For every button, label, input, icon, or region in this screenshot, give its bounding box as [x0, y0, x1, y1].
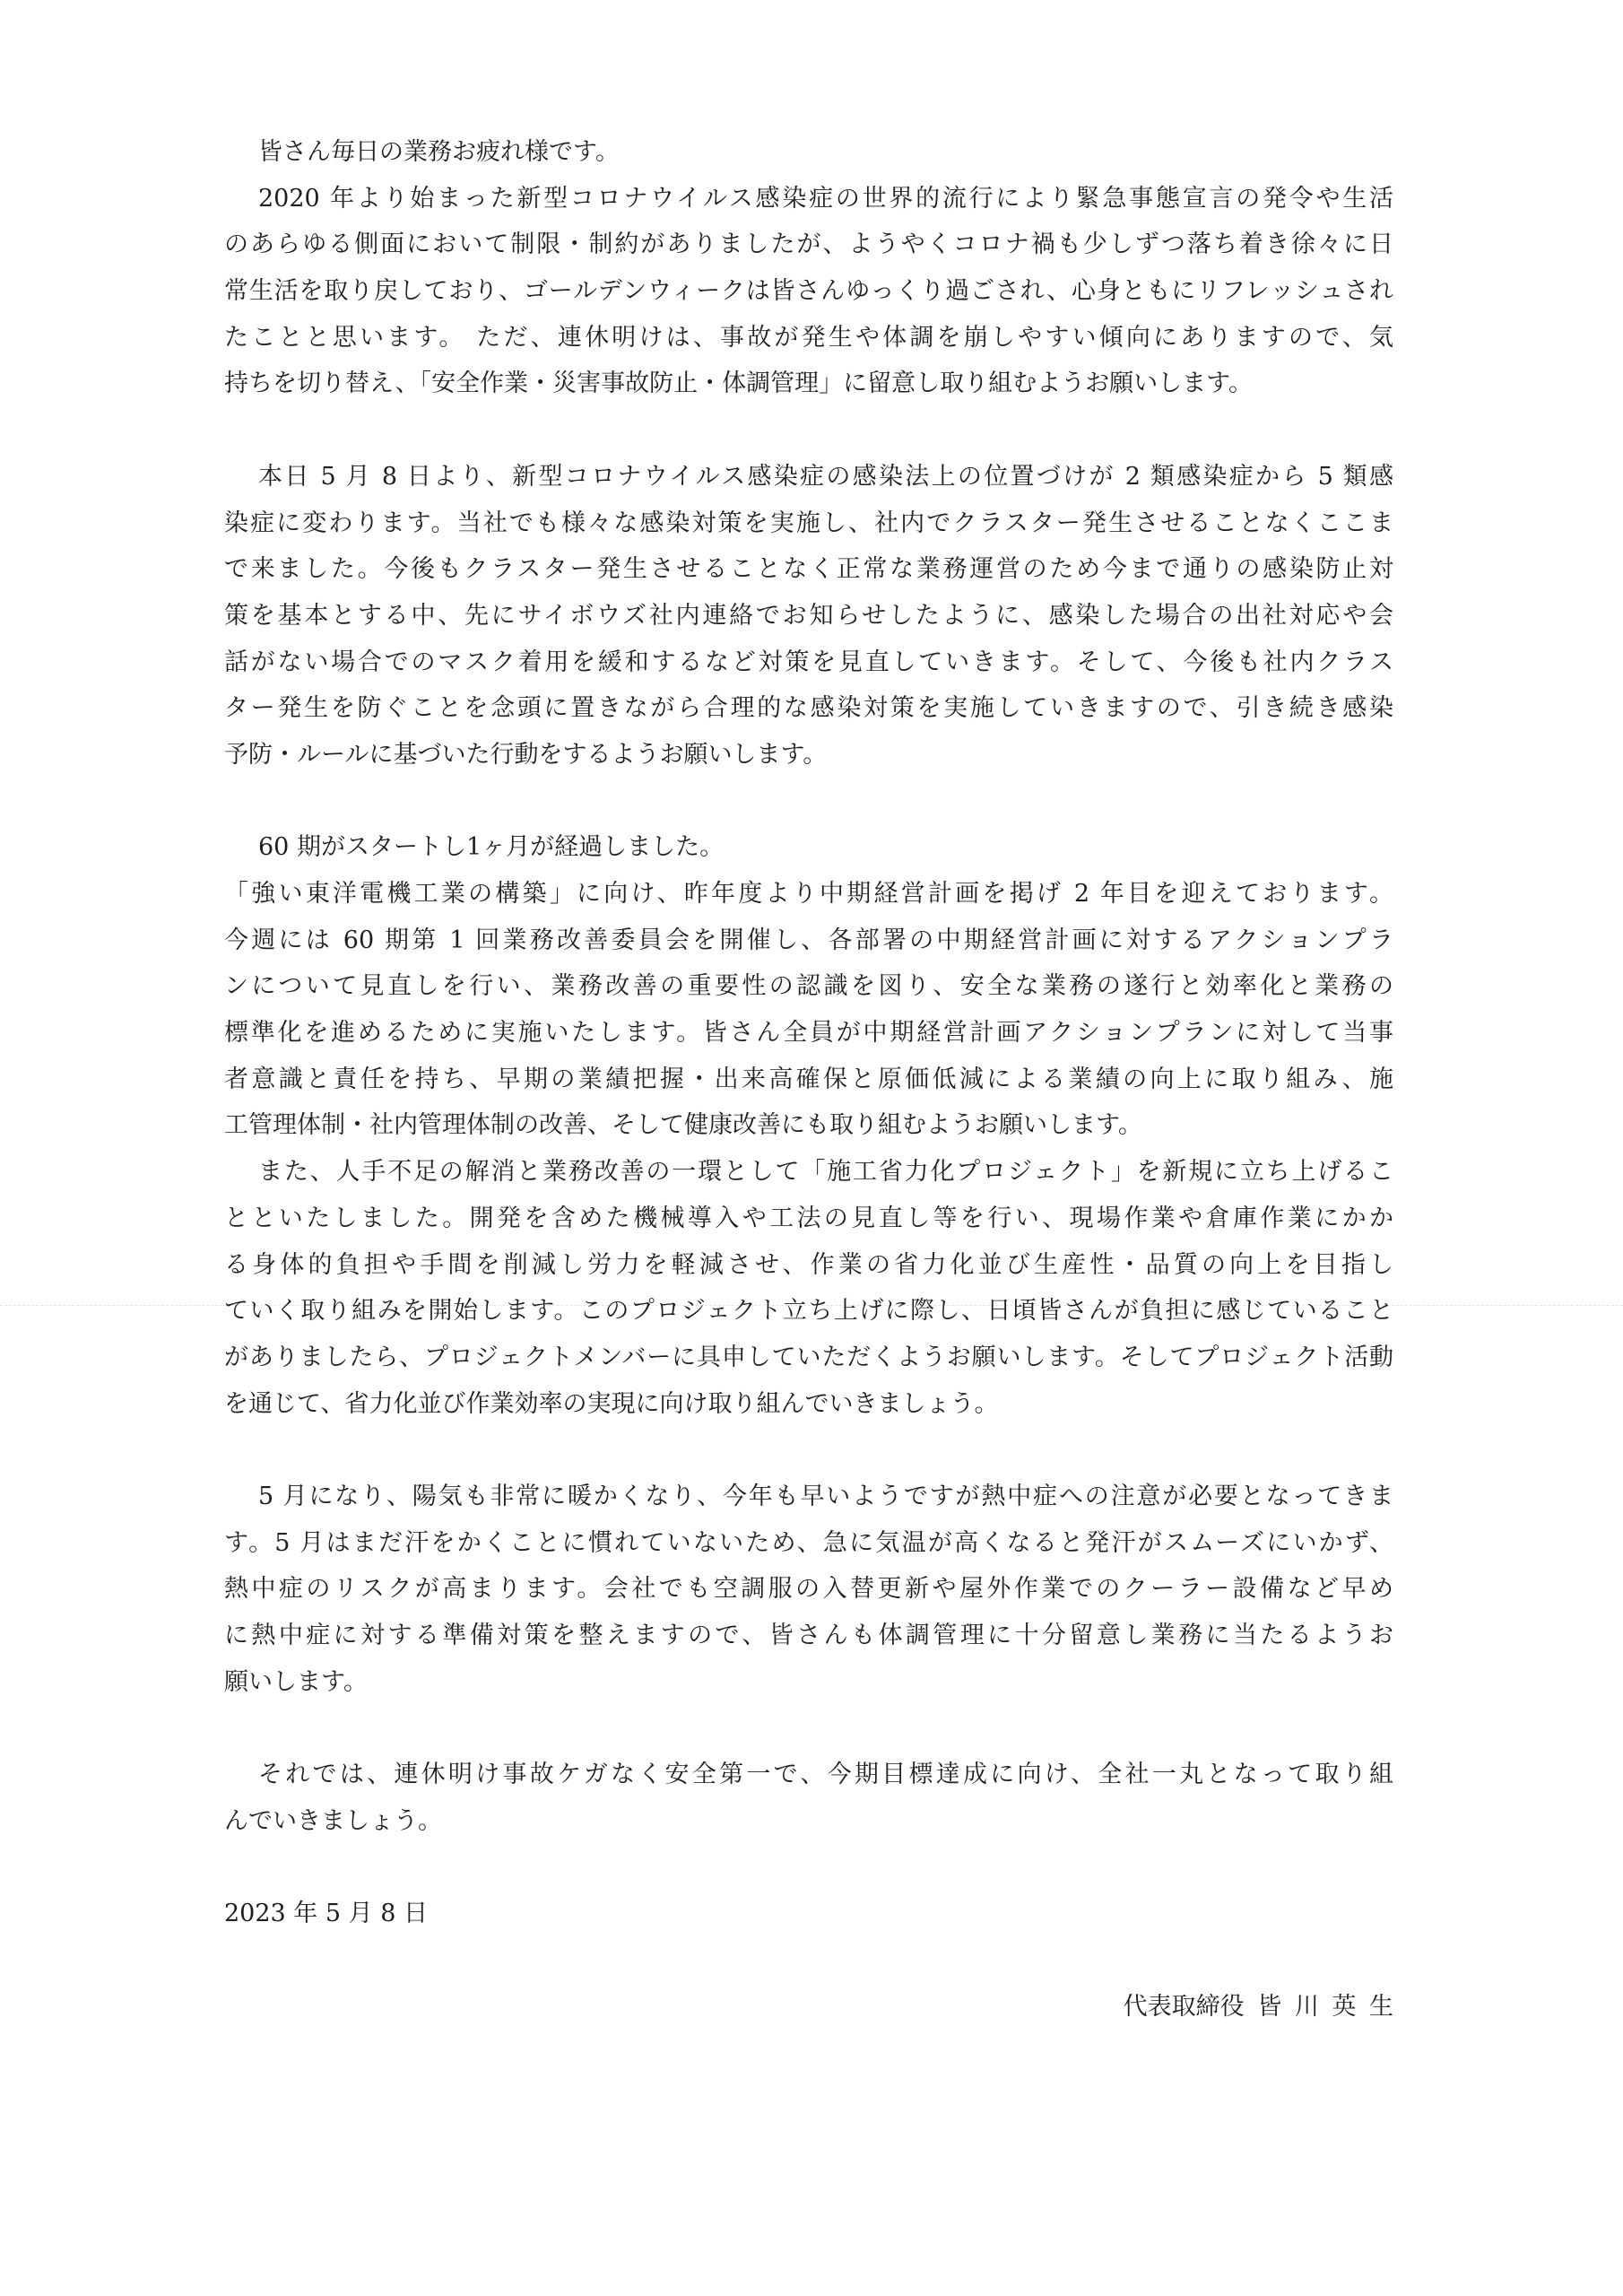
letter-line: に熱中症に対する準備対策を整えますので、皆さんも体調管理に十分留意し業務に当たるようお — [224, 1622, 1393, 1649]
letter-line: 2020 年より始まった新型コロナウイルス感染症の世界的流行により緊急事態宣言の発令や生活 — [258, 184, 1393, 213]
letter-line: 願いします。 — [224, 1667, 368, 1696]
letter-body — [224, 129, 1393, 2030]
letter-line: 持ちを切り替え、「安全作業・災害事故防止・体調管理」に留意し取り組むようお願いします。 — [224, 370, 1253, 398]
paragraph-greeting — [224, 129, 1393, 407]
letter-line: たことと思います。 ただ、連休明けは、事故が発生や体調を崩しやすい傾向にありますので、気 — [224, 323, 1393, 352]
letter-line: 工管理体制・社内管理体制の改善、そして健康改善にも取り組むようお願いします。 — [224, 1111, 1142, 1140]
paragraph-spacer — [224, 407, 1393, 454]
letter-line: がありましたら、プロジェクトメンバーに具申していただくようお願いします。そしてプロジェクト活動 — [224, 1343, 1393, 1371]
paragraph-spacer — [224, 1705, 1393, 1752]
letter-line: ター発生を防ぐことを念頭に置きながら合理的な感染対策を実施していきますので、引き続き感染 — [224, 694, 1393, 723]
letter-line: ていく取り組みを開始します。このプロジェクト立ち上げに際し、日頃皆さんが負担に感じていること — [224, 1297, 1393, 1326]
letter-line: とといたしました。開発を含めた機械導入や工法の見直し等を行い、現場作業や倉庫作業にかか — [224, 1204, 1393, 1232]
paragraph-closing — [224, 1752, 1393, 1844]
letter-date: 2023 年 5 月 8 日 — [224, 1900, 428, 1928]
letter-line: それでは、連休明け事故ケガなく安全第一で、今期目標達成に向け、全社一丸となって取り組 — [258, 1761, 1393, 1789]
letter-line: 熱中症のリスクが高まります。会社でも空調服の入替更新や屋外作業でのクーラー設備など早め — [224, 1575, 1393, 1604]
letter-line: 皆さん毎日の業務お疲れ様です。 — [258, 138, 620, 166]
letter-line: 策を基本とする中、先にサイボウズ社内連絡でお知らせしたように、感染した場合の出社対応や会 — [224, 601, 1393, 630]
paragraph-spacer — [224, 778, 1393, 825]
letter-line: また、人手不足の解消と業務改善の一環として「施工省力化プロジェクト」を新規に立ち上げるこ — [258, 1158, 1393, 1187]
letter-line: 常生活を取り戻しており、ゴールデンウィークは皆さんゆっくり過ごされ、心身ともにリフレッシュされ — [224, 277, 1393, 306]
letter-line: 「強い東洋電機工業の構築」に向け、昨年度より中期経営計画を掲げ 2 年目を迎えております。 — [224, 880, 1393, 908]
paragraph-spacer — [224, 1844, 1393, 1891]
letter-line: 60 期がスタートし1ヶ月が経過しました。 — [258, 833, 725, 862]
letter-line: 予防・ルールに基づいた行動をするようお願いします。 — [224, 740, 828, 769]
letter-line: 染症に変わります。当社でも様々な感染対策を実施し、社内でクラスター発生させることなくここま — [224, 509, 1393, 537]
letter-line: 者意識と責任を持ち、早期の業績把握・出来高確保と原価低減による業績の向上に取り組み、施 — [224, 1065, 1393, 1093]
paragraph-covid-classification — [224, 454, 1393, 778]
letter-line: ンについて見直しを行い、業務改善の重要性の認識を図り、安全な業務の遂行と効率化と業務の — [224, 972, 1393, 1001]
paragraph-business-plan — [224, 824, 1393, 1427]
letter-line: を通じて、省力化並び作業効率の実現に向け取り組んでいきましょう。 — [224, 1389, 999, 1418]
paragraph-spacer — [224, 1937, 1393, 1984]
letter-line: 今週には 60 期第 1 回業務改善委員会を開催し、各部署の中期経営計画に対するアクションプラ — [224, 926, 1393, 954]
letter-line: のあらゆる側面において制限・制約がありましたが、ようやくコロナ禍も少しずつ落ち着き徐々に日 — [224, 230, 1393, 259]
letter-line: 標準化を進めるために実施いたします。皆さん全員が中期経営計画アクションプランに対して当事 — [224, 1019, 1393, 1048]
letter-line: んでいきましょう。 — [224, 1806, 442, 1835]
letter-line: 本日 5 月 8 日より、新型コロナウイルス感染症の感染法上の位置づけが 2 類感染症から 5 類感 — [258, 462, 1393, 491]
letter-line: で来ました。今後もクラスター発生させることなく正常な業務運営のため今まで通りの感染防止対 — [224, 555, 1393, 584]
letter-signature: 代表取締役 皆 川 英 生 — [1123, 1992, 1393, 2021]
letter-line: 話がない場合でのマスク着用を緩和するなど対策を見直していきます。そして、今後も社内クラス — [224, 648, 1393, 676]
paragraph-spacer — [224, 1427, 1393, 1474]
letter-line: す。5 月はまだ汗をかくことに慣れていないため、急に気温が高くなると発汗がスムーズにいかず、 — [224, 1528, 1393, 1557]
letter-line: 5 月になり、陽気も非常に暖かくなり、今年も早いようですが熱中症への注意が必要となってきま — [258, 1482, 1393, 1510]
paragraph-heatstroke — [224, 1474, 1393, 1705]
letter-line: る身体的負担や手間を削減し労力を軽減させ、作業の省力化並び生産性・品質の向上を目指し — [224, 1250, 1393, 1279]
